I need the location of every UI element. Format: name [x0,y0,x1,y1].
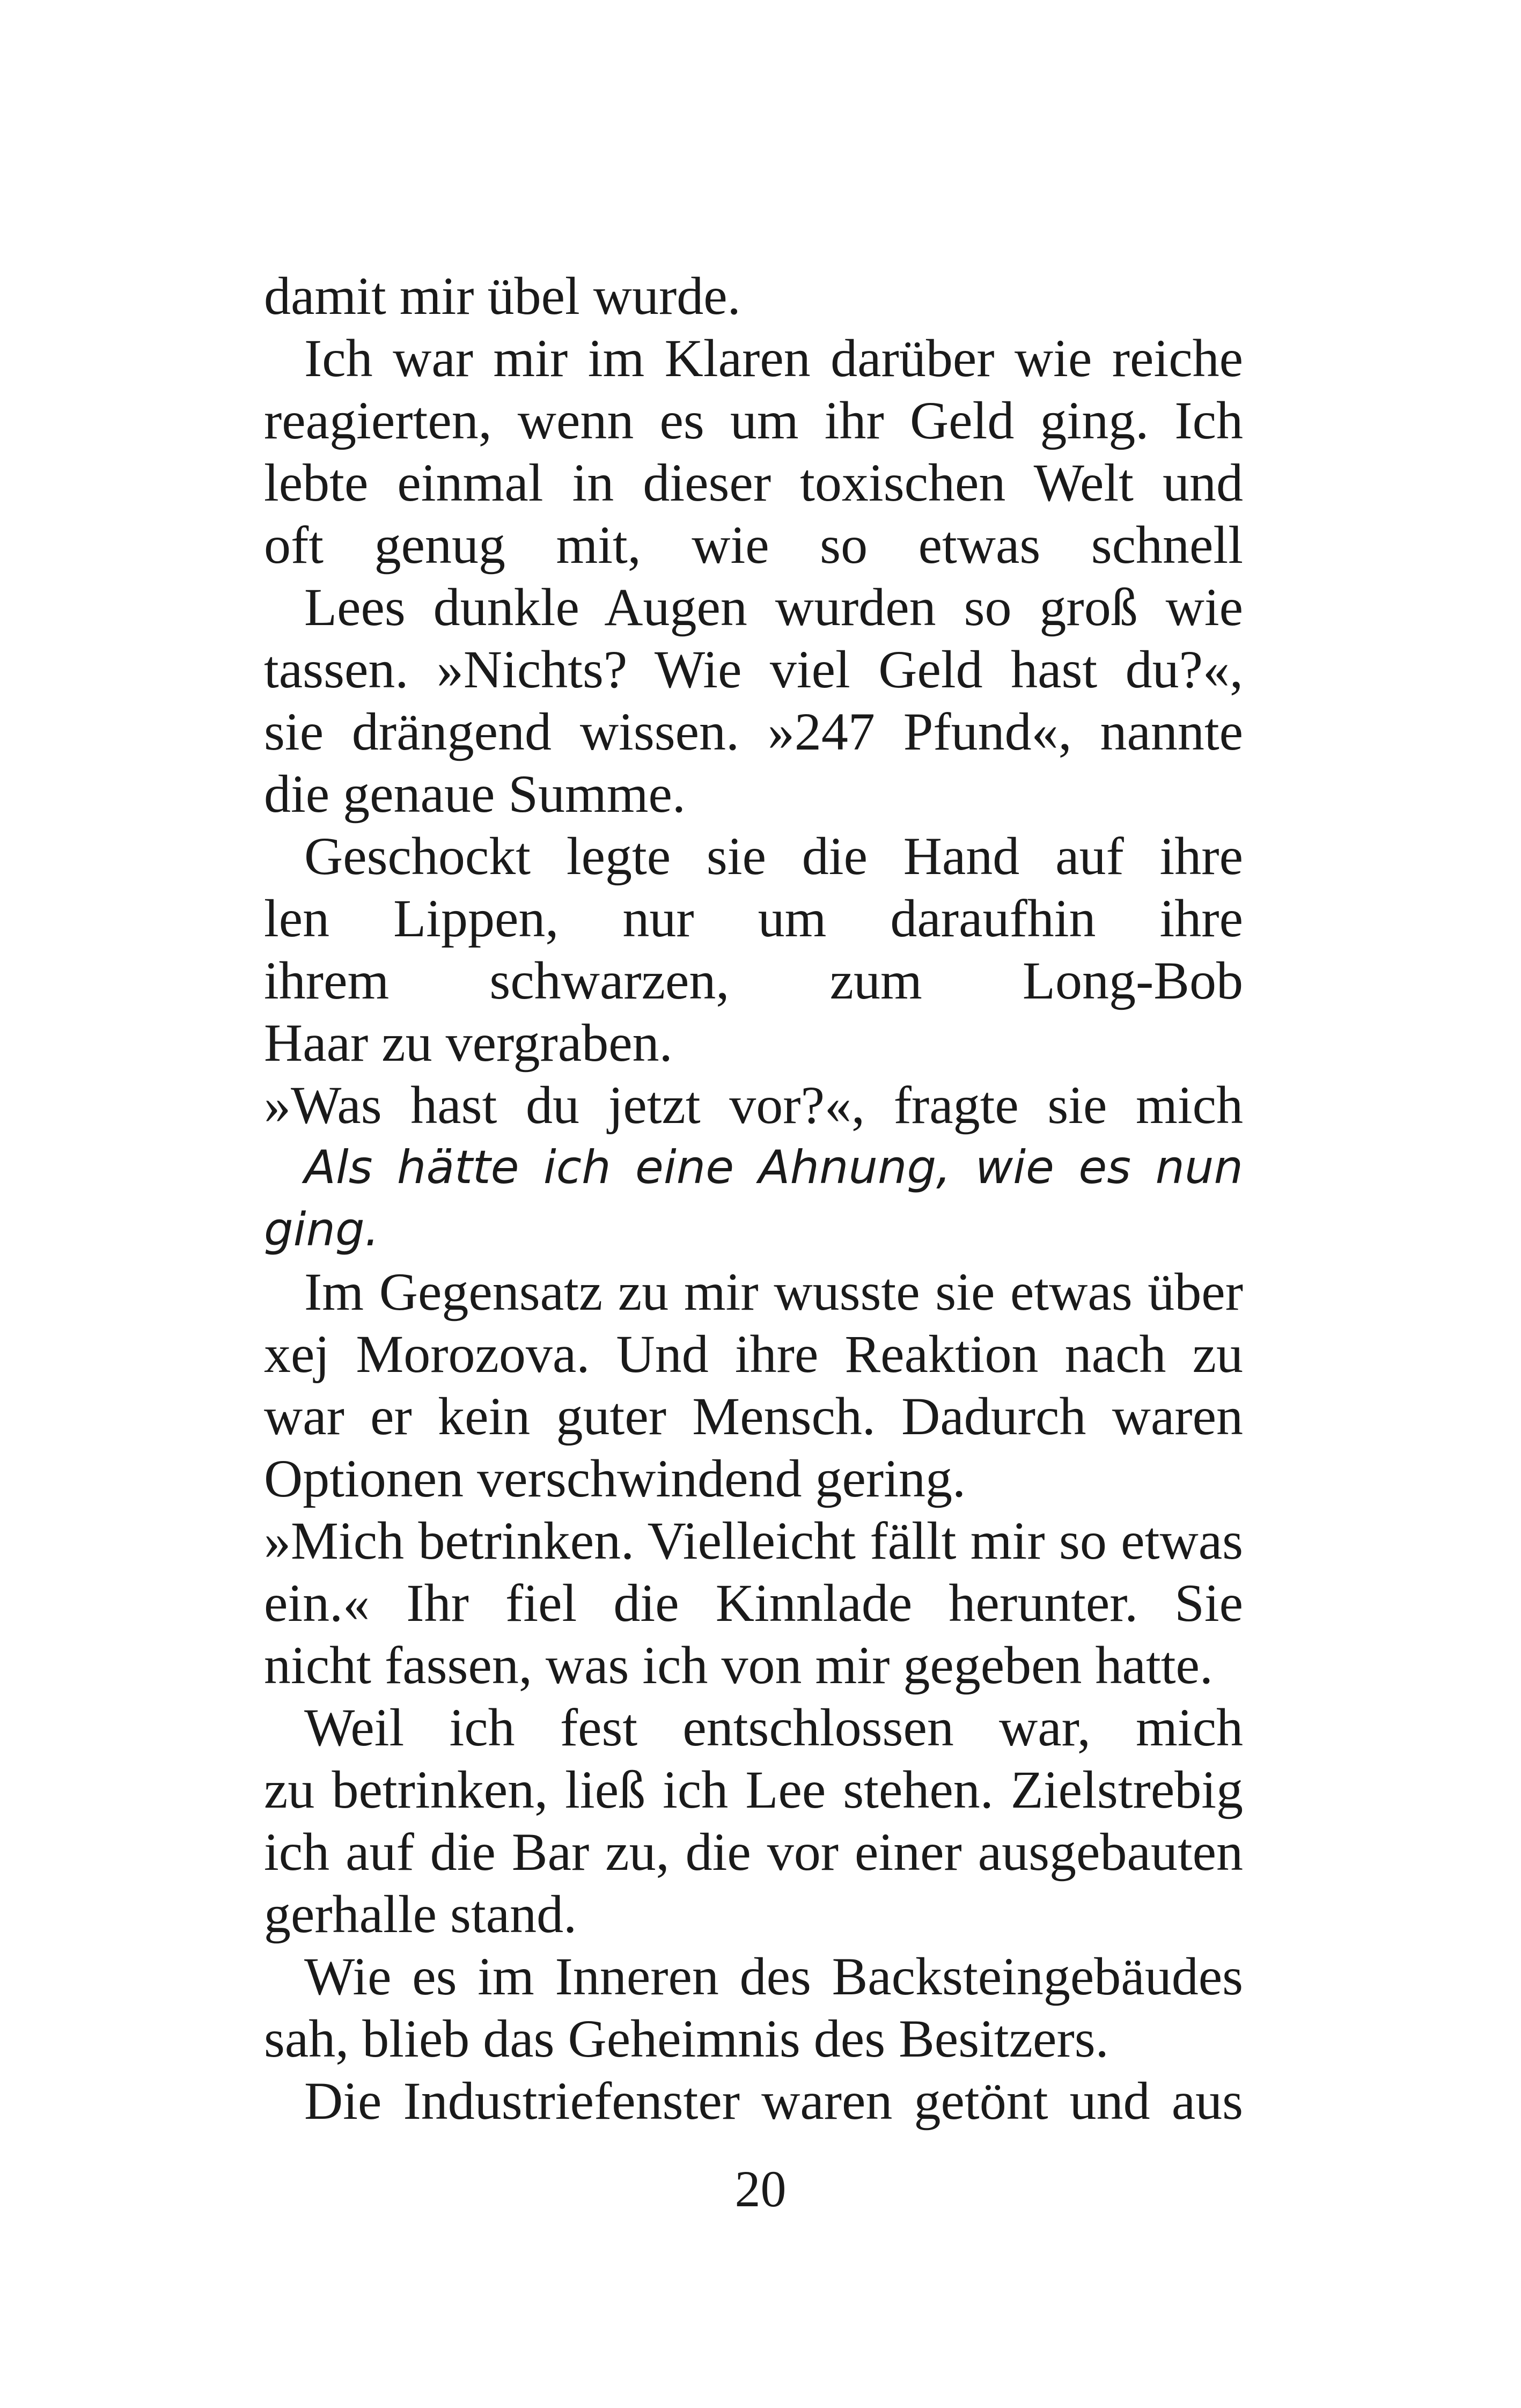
italic-text-line: Als hätte ich eine Ahnung, wie es nun [304,1141,1243,1194]
text-line: xej Morozova. Und ihre Reaktion nach zu [264,1324,1243,1384]
text-line: Weil ich fest entschlossen war, mich [304,1698,1243,1757]
text-line: lebte einmal in dieser toxischen Welt und [264,453,1243,512]
text-line: Wie es im Inneren des Backsteingebäudes [304,1947,1243,2006]
text-line: reagierten, wenn es um ihr Geld ging. Ich [264,391,1243,450]
text-line: damit mir übel wurde. [264,266,741,326]
text-line: Lees dunkle Augen wurden so groß wie [304,577,1243,637]
text-line: »Mich betrinken. Vielleicht fällt mir so etwas [264,1511,1243,1570]
text-line: »Was hast du jetzt vor?«, fragte sie mich [264,1075,1243,1135]
text-line: die genaue Summe. [264,764,686,824]
text-line: Optionen verschwindend gering. [264,1449,966,1508]
text-line: gerhalle stand. [264,1884,577,1944]
text-line: ich auf die Bar zu, die vor einer ausgebauten [264,1822,1243,1882]
text-line: Die Industriefenster waren getönt und aus [304,2071,1243,2131]
text-line: sah, blieb das Geheimnis des Besitzers. [264,2009,1109,2068]
text-line: nicht fassen, was ich von mir gegeben hatte. [264,1635,1213,1695]
text-line: oft genug mit, wie so etwas schnell [264,515,1243,575]
text-line: Geschockt legte sie die Hand auf ihre [304,826,1243,886]
body-text [264,265,1243,2132]
text-line: Haar zu vergraben. [264,1013,673,1073]
text-line: ein.« Ihr fiel die Kinnlade herunter. Sie [264,1573,1243,1633]
text-line: tassen. »Nichts? Wie viel Geld hast du?«, [264,640,1243,699]
text-line: zu betrinken, ließ ich Lee stehen. Zielstrebig [264,1760,1243,1819]
text-line: sie drängend wissen. »247 Pfund«, nannte [264,702,1243,761]
text-line: Im Gegensatz zu mir wusste sie etwas über [304,1262,1243,1322]
text-line: ihrem schwarzen, zum Long-Bob [264,951,1243,1010]
text-line: Ich war mir im Klaren darüber wie reiche [304,328,1243,388]
text-line: war er kein guter Mensch. Dadurch waren [264,1386,1243,1446]
page-number: 20 [734,2160,787,2218]
text-line: len Lippen, nur um daraufhin ihre [264,889,1243,948]
italic-text-line: ging. [264,1203,379,1257]
